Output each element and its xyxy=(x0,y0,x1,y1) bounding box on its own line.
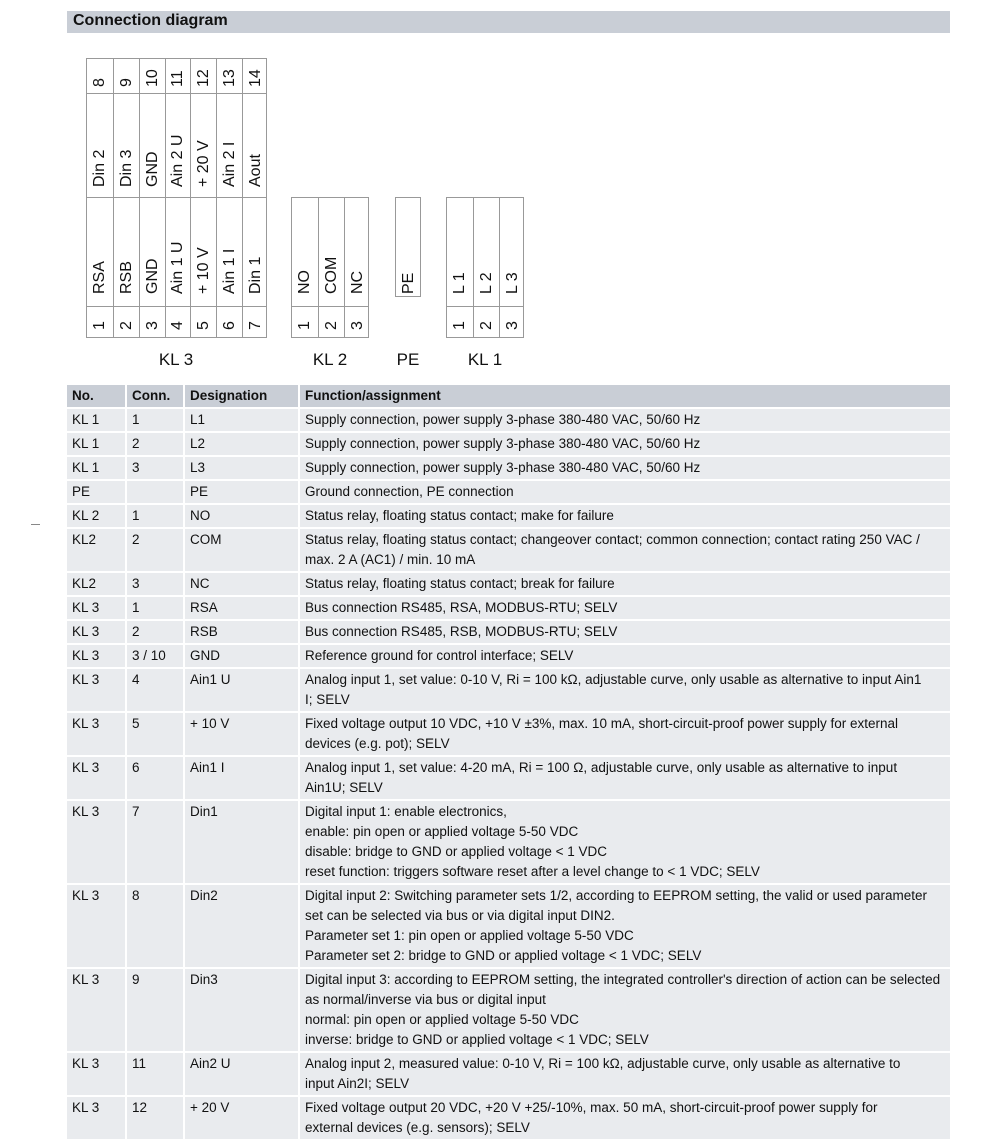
cell-no: PE xyxy=(67,480,126,504)
cell-no: KL 1 xyxy=(67,432,126,456)
kl1-label: KL 1 xyxy=(467,350,503,369)
column-header-function: Function/assignment xyxy=(299,385,950,408)
terminal-column xyxy=(113,59,139,197)
function-line: reset function: triggers software reset after a level change to < 1 VDC; SELV xyxy=(305,864,760,879)
terminal-number: 13 xyxy=(221,69,239,87)
function-line: Ain1U; SELV xyxy=(305,780,383,795)
cell-designation: L3 xyxy=(184,456,299,480)
cell-function xyxy=(299,528,950,572)
cell-no: KL 3 xyxy=(67,884,126,968)
table-row xyxy=(67,456,950,480)
cell-designation: COM xyxy=(184,528,299,572)
cell-designation: Ain1 I xyxy=(184,756,299,800)
terminal-divider xyxy=(87,93,266,94)
terminal-number: 2 xyxy=(323,321,340,330)
column-header-designation: Designation xyxy=(184,385,299,408)
function-line: Status relay, floating status contact; changeover contact; common connection; contact rating 250 VAC / xyxy=(305,532,920,547)
cell-no: KL 3 xyxy=(67,800,126,884)
cell-conn: 5 xyxy=(126,712,184,756)
terminal-column xyxy=(216,198,242,337)
terminal-divider xyxy=(87,306,266,307)
terminal-name: L 1 xyxy=(451,272,468,294)
function-line: max. 2 A (AC1) / min. 10 mA xyxy=(305,552,476,567)
terminal-number: 11 xyxy=(169,70,187,87)
cell-no: KL 3 xyxy=(67,596,126,620)
cell-function xyxy=(299,1096,950,1139)
terminal-column xyxy=(190,198,216,337)
terminal-column xyxy=(447,198,473,337)
cell-conn: 7 xyxy=(126,800,184,884)
function-line: input Ain2I; SELV xyxy=(305,1076,410,1091)
table-row xyxy=(67,504,950,528)
kl3-label: KL 3 xyxy=(158,350,194,369)
terminal-number: 4 xyxy=(169,321,187,330)
terminal-number: 14 xyxy=(247,69,265,87)
cell-function xyxy=(299,1052,950,1096)
cell-function xyxy=(299,756,950,800)
terminal-column xyxy=(473,198,499,337)
function-line: Parameter set 2: bridge to GND or applied voltage < 1 VDC; SELV xyxy=(305,948,702,963)
cell-designation: RSB xyxy=(184,620,299,644)
terminal-name: NO xyxy=(296,270,313,294)
cell-designation: RSA xyxy=(184,596,299,620)
function-line: Bus connection RS485, RSA, MODBUS-RTU; SELV xyxy=(305,600,618,615)
column-header-conn: Conn. xyxy=(126,385,184,408)
function-line: Fixed voltage output 20 VDC, +20 V +25/-10%, max. 50 mA, short-circuit-proof power supply for xyxy=(305,1100,878,1115)
cell-designation: L1 xyxy=(184,408,299,432)
terminal-divider xyxy=(447,306,523,307)
kl3-upper-terminal-block xyxy=(86,58,267,198)
kl1-terminal-block xyxy=(446,197,524,338)
terminal-name: PE xyxy=(400,272,417,294)
function-line: Supply connection, power supply 3-phase 380-480 VAC, 50/60 Hz xyxy=(305,460,701,475)
terminal-column xyxy=(190,59,216,197)
connection-table xyxy=(67,385,950,1139)
terminal-name: Ain 2 U xyxy=(169,134,187,187)
cell-conn: 3 xyxy=(126,456,184,480)
terminal-number: 2 xyxy=(117,321,135,330)
cell-designation: NC xyxy=(184,572,299,596)
function-line: set can be selected via bus or via digital input DIN2. xyxy=(305,908,615,923)
terminal-name: Ain 1 U xyxy=(169,241,187,294)
terminal-number: 2 xyxy=(478,321,495,330)
function-line: Digital input 2: Switching parameter sets 1/2, according to EEPROM setting, the valid or used parameter xyxy=(305,888,928,903)
terminal-name: Aout xyxy=(247,154,265,187)
section-title: Connection diagram xyxy=(73,12,228,29)
terminal-number: 8 xyxy=(90,78,108,87)
function-line: disable: bridge to GND or applied voltage < 1 VDC xyxy=(305,844,608,859)
terminal-column xyxy=(242,59,268,197)
terminal-column xyxy=(87,59,113,197)
cell-designation: PE xyxy=(184,480,299,504)
margin-mark xyxy=(31,524,40,525)
table-row xyxy=(67,800,950,884)
cell-function xyxy=(299,668,950,712)
table-row xyxy=(67,408,950,432)
function-line: Status relay, floating status contact; make for failure xyxy=(305,508,614,523)
terminal-name: GND xyxy=(143,151,161,187)
function-line: Supply connection, power supply 3-phase 380-480 VAC, 50/60 Hz xyxy=(305,412,701,427)
cell-no: KL 3 xyxy=(67,1052,126,1096)
cell-no: KL 1 xyxy=(67,456,126,480)
cell-conn: 8 xyxy=(126,884,184,968)
function-line: Analog input 1, set value: 4-20 mA, Ri = 100 Ω, adjustable curve, only usable as alternative to input xyxy=(305,760,898,775)
cell-designation: Ain1 U xyxy=(184,668,299,712)
function-line: Ground connection, PE connection xyxy=(305,484,514,499)
terminal-column xyxy=(139,59,165,197)
table-row xyxy=(67,968,950,1052)
terminal-number: 12 xyxy=(195,69,213,87)
table-row xyxy=(67,644,950,668)
cell-no: KL 3 xyxy=(67,756,126,800)
terminal-number: 1 xyxy=(451,321,468,330)
cell-function xyxy=(299,800,950,884)
pe-terminal-block xyxy=(395,197,421,297)
function-line: Digital input 3: according to EEPROM setting, the integrated controller's direction of action can be selected xyxy=(305,972,941,987)
cell-function xyxy=(299,432,950,456)
cell-no: KL 3 xyxy=(67,644,126,668)
terminal-number: 9 xyxy=(117,78,135,87)
terminal-number: 6 xyxy=(221,321,239,330)
function-line: Supply connection, power supply 3-phase 380-480 VAC, 50/60 Hz xyxy=(305,436,701,451)
terminal-name: L 3 xyxy=(504,272,521,294)
terminal-column xyxy=(165,59,191,197)
cell-function xyxy=(299,504,950,528)
terminal-number: 1 xyxy=(90,321,108,330)
cell-function xyxy=(299,480,950,504)
cell-function xyxy=(299,884,950,968)
terminal-number: 1 xyxy=(296,321,313,330)
cell-no: KL 3 xyxy=(67,712,126,756)
cell-conn xyxy=(126,480,184,504)
table-row xyxy=(67,620,950,644)
terminal-name: Ain 1 I xyxy=(221,248,239,294)
cell-designation: GND xyxy=(184,644,299,668)
terminal-name: NC xyxy=(349,270,366,294)
table-row xyxy=(67,1052,950,1096)
cell-function xyxy=(299,408,950,432)
terminal-name: + 10 V xyxy=(195,247,213,294)
terminal-name: GND xyxy=(143,258,161,294)
cell-conn: 2 xyxy=(126,620,184,644)
terminal-name: Ain 2 I xyxy=(221,141,239,187)
terminal-column xyxy=(87,198,113,337)
connection-diagram xyxy=(0,0,1000,380)
cell-no: KL 3 xyxy=(67,620,126,644)
terminal-number: 3 xyxy=(143,321,161,330)
terminal-number: 3 xyxy=(349,321,366,330)
function-line: Status relay, floating status contact; break for failure xyxy=(305,576,615,591)
cell-function xyxy=(299,596,950,620)
function-line: as normal/inverse via bus or digital input xyxy=(305,992,546,1007)
function-line: Analog input 2, measured value: 0-10 V, Ri = 100 kΩ, adjustable curve, only usable as alternative to xyxy=(305,1056,901,1071)
kl2-terminal-block xyxy=(291,197,369,338)
terminal-name: + 20 V xyxy=(195,140,213,187)
table-row xyxy=(67,1096,950,1139)
terminal-name: L 2 xyxy=(478,272,495,294)
cell-designation: Ain2 U xyxy=(184,1052,299,1096)
table-row xyxy=(67,572,950,596)
function-line: Parameter set 1: pin open or applied voltage 5-50 VDC xyxy=(305,928,634,943)
cell-designation: Din2 xyxy=(184,884,299,968)
cell-function xyxy=(299,968,950,1052)
cell-designation: Din1 xyxy=(184,800,299,884)
terminal-name: Din 2 xyxy=(90,149,108,187)
function-line: external devices (e.g. sensors); SELV xyxy=(305,1120,530,1135)
terminal-name: RSA xyxy=(90,261,108,294)
function-line: enable: pin open or applied voltage 5-50 VDC xyxy=(305,824,579,839)
table-row xyxy=(67,884,950,968)
function-line: Digital input 1: enable electronics, xyxy=(305,804,507,819)
cell-conn: 9 xyxy=(126,968,184,1052)
cell-conn: 1 xyxy=(126,408,184,432)
cell-function xyxy=(299,456,950,480)
cell-conn: 11 xyxy=(126,1052,184,1096)
terminal-column xyxy=(318,198,344,337)
cell-conn: 2 xyxy=(126,528,184,572)
table-header-row xyxy=(67,385,950,408)
terminal-name: Din 1 xyxy=(247,256,265,294)
cell-no: KL 3 xyxy=(67,668,126,712)
function-line: Analog input 1, set value: 0-10 V, Ri = 100 kΩ, adjustable curve, only usable as alternative to input Ain1 xyxy=(305,672,922,687)
terminal-name: RSB xyxy=(117,261,135,294)
terminal-column xyxy=(165,198,191,337)
terminal-number: 7 xyxy=(247,321,265,330)
cell-function xyxy=(299,712,950,756)
table-row xyxy=(67,596,950,620)
function-line: Bus connection RS485, RSB, MODBUS-RTU; SELV xyxy=(305,624,618,639)
function-line: Fixed voltage output 10 VDC, +10 V ±3%, max. 10 mA, short-circuit-proof power supply for external xyxy=(305,716,899,731)
table-row xyxy=(67,756,950,800)
cell-conn: 2 xyxy=(126,432,184,456)
cell-designation: L2 xyxy=(184,432,299,456)
pe-label: PE xyxy=(396,350,420,369)
cell-conn: 1 xyxy=(126,504,184,528)
cell-conn: 6 xyxy=(126,756,184,800)
table-row xyxy=(67,480,950,504)
terminal-name: Din 3 xyxy=(117,149,135,187)
function-line: Reference ground for control interface; SELV xyxy=(305,648,574,663)
cell-conn: 3 / 10 xyxy=(126,644,184,668)
cell-designation: Din3 xyxy=(184,968,299,1052)
cell-conn: 1 xyxy=(126,596,184,620)
cell-no: KL2 xyxy=(67,528,126,572)
terminal-number: 3 xyxy=(504,321,521,330)
table-row xyxy=(67,712,950,756)
terminal-column xyxy=(344,198,370,337)
cell-conn: 3 xyxy=(126,572,184,596)
terminal-number: 10 xyxy=(143,69,161,87)
function-line: I; SELV xyxy=(305,692,350,707)
column-header-no: No. xyxy=(67,385,126,408)
cell-function xyxy=(299,620,950,644)
terminal-column xyxy=(242,198,268,337)
cell-no: KL2 xyxy=(67,572,126,596)
function-line: inverse: bridge to GND or applied voltage < 1 VDC; SELV xyxy=(305,1032,649,1047)
terminal-divider xyxy=(292,306,368,307)
terminal-column xyxy=(216,59,242,197)
cell-no: KL 3 xyxy=(67,968,126,1052)
kl2-label: KL 2 xyxy=(312,350,348,369)
cell-no: KL 3 xyxy=(67,1096,126,1139)
cell-conn: 12 xyxy=(126,1096,184,1139)
cell-no: KL 2 xyxy=(67,504,126,528)
terminal-name: COM xyxy=(323,256,340,294)
function-line: normal: pin open or applied voltage 5-50 VDC xyxy=(305,1012,579,1027)
terminal-number: 5 xyxy=(195,321,213,330)
terminal-column xyxy=(139,198,165,337)
cell-conn: 4 xyxy=(126,668,184,712)
cell-function xyxy=(299,644,950,668)
cell-designation: NO xyxy=(184,504,299,528)
cell-designation: + 20 V xyxy=(184,1096,299,1139)
table-row xyxy=(67,668,950,712)
terminal-column xyxy=(113,198,139,337)
terminal-column xyxy=(396,198,422,296)
terminal-column xyxy=(499,198,525,337)
terminal-column xyxy=(292,198,318,337)
kl3-lower-terminal-block xyxy=(86,197,267,338)
function-line: devices (e.g. pot); SELV xyxy=(305,736,450,751)
cell-designation: + 10 V xyxy=(184,712,299,756)
cell-function xyxy=(299,572,950,596)
table-row xyxy=(67,528,950,572)
table-row xyxy=(67,432,950,456)
cell-no: KL 1 xyxy=(67,408,126,432)
